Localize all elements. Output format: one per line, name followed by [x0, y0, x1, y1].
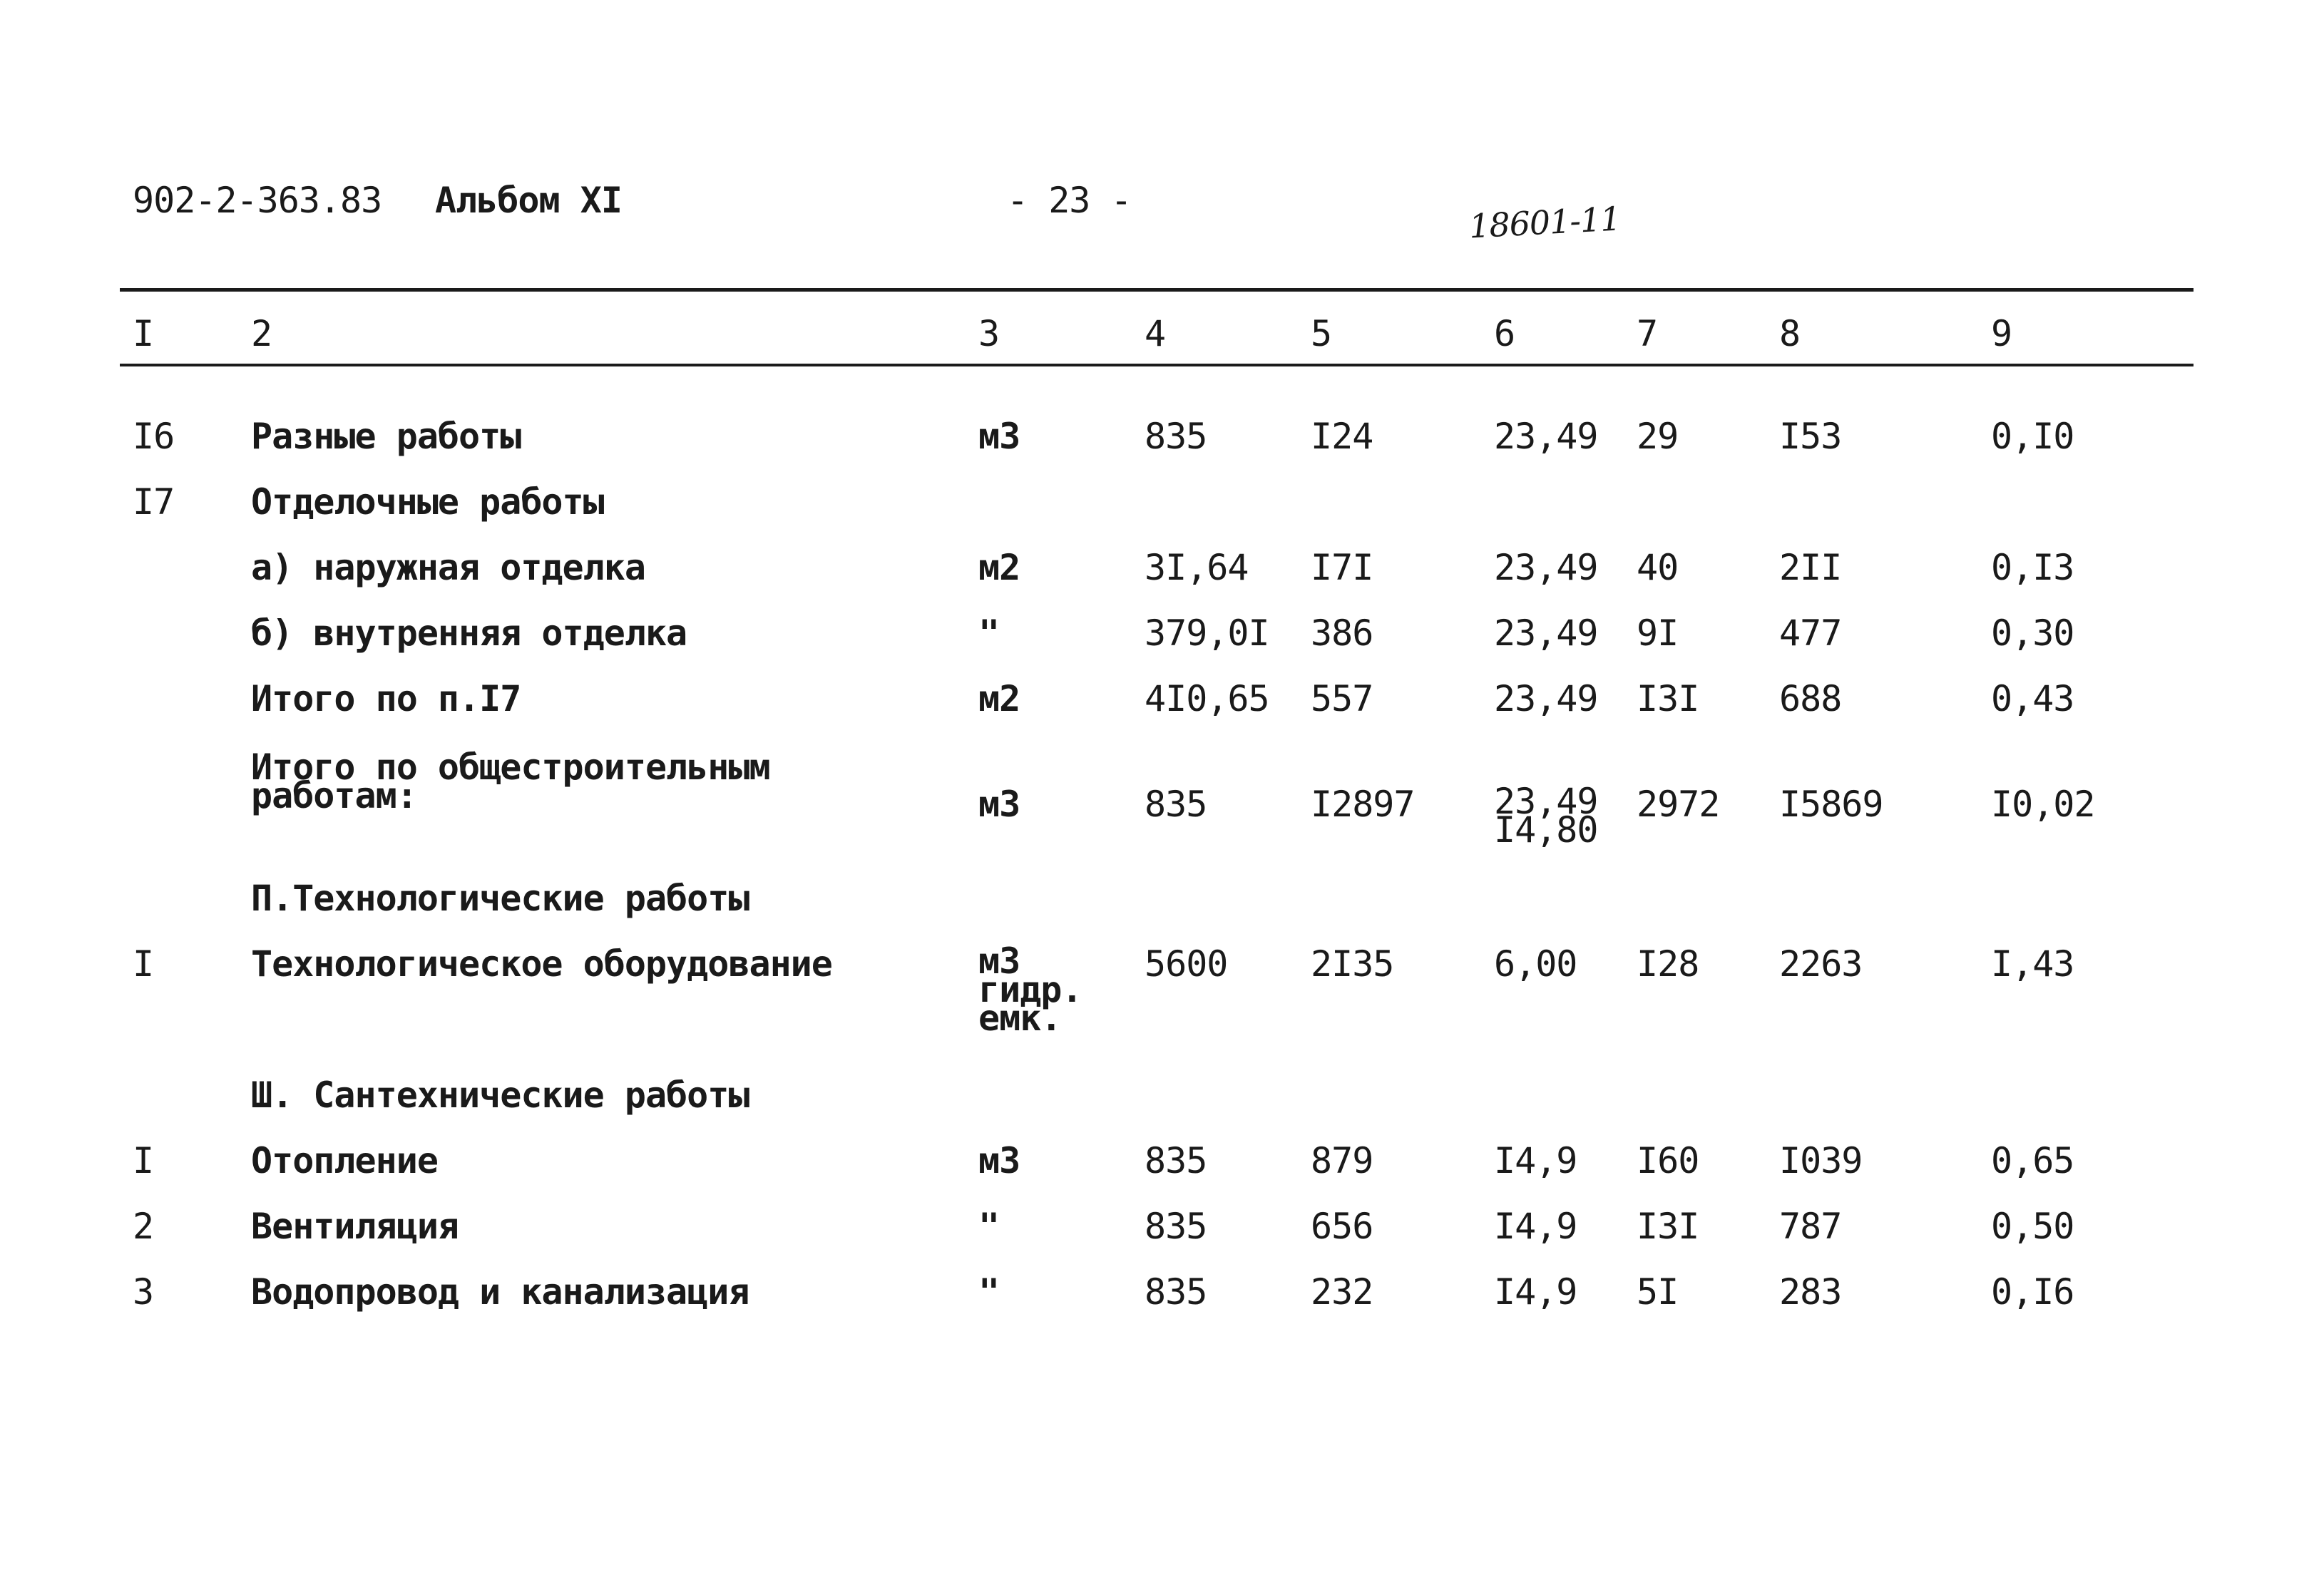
row-col8: I5869 — [1779, 784, 1883, 825]
row-col4: 835 — [1145, 1271, 1207, 1313]
row-col7: 29 — [1637, 416, 1679, 457]
row-number: I6 — [133, 416, 175, 457]
row-col9: I0,02 — [1991, 784, 2095, 825]
row-col4: 5600 — [1145, 943, 1228, 985]
row-unit: м3 — [978, 784, 1020, 825]
row-name: Технологическое оборудование — [251, 943, 832, 985]
row-col5: 232 — [1311, 1271, 1373, 1313]
row-col7: 40 — [1637, 547, 1679, 588]
row-col7: I60 — [1637, 1140, 1699, 1181]
row-col9: 0,65 — [1991, 1140, 2074, 1181]
row-col5: 2I35 — [1311, 943, 1394, 985]
row-col6: I4,9 — [1494, 1206, 1577, 1247]
row-col5: 879 — [1311, 1140, 1373, 1181]
row-name: Отопление — [251, 1140, 438, 1181]
album-label: Альбом XI — [435, 180, 622, 221]
row-name: Водопровод и канализация — [251, 1271, 749, 1313]
row-name: б) внутренняя отделка — [251, 612, 687, 654]
row-col5: I2897 — [1311, 784, 1415, 825]
row-col7: 9I — [1637, 612, 1679, 654]
row-name: Итого по п.I7 — [251, 678, 521, 719]
row-col8: I53 — [1779, 416, 1842, 457]
row-unit: м3 — [978, 1140, 1020, 1181]
row-col5: 386 — [1311, 612, 1373, 654]
row-col7: I28 — [1637, 943, 1699, 985]
row-number: I7 — [133, 481, 175, 523]
row-unit: м3 гидр. емк. — [978, 940, 1082, 1039]
row-col4: 379,0I — [1145, 612, 1269, 654]
row-col9: 0,I6 — [1991, 1271, 2074, 1313]
row-col9: 0,50 — [1991, 1206, 2074, 1247]
row-col6: 23,49 — [1494, 416, 1598, 457]
row-name: Разные работы — [251, 416, 521, 457]
row-col7: I3I — [1637, 1206, 1699, 1247]
column-header: 6 — [1494, 313, 1515, 354]
row-col6: 6,00 — [1494, 943, 1577, 985]
row-col4: 835 — [1145, 784, 1207, 825]
section-title: Ш. Сантехнические работы — [251, 1074, 749, 1116]
row-number: I — [133, 943, 154, 985]
row-col7: 2972 — [1637, 784, 1720, 825]
handwritten-number: 18601-11 — [1468, 199, 1622, 246]
column-header: I — [133, 313, 154, 354]
row-number: I — [133, 1140, 154, 1181]
row-col5: I24 — [1311, 416, 1373, 457]
row-name: Итого по общестроительным работам: — [251, 747, 770, 816]
row-col7: 5I — [1637, 1271, 1679, 1313]
row-unit: м2 — [978, 547, 1020, 588]
row-col8: 688 — [1779, 678, 1842, 719]
row-col8: 787 — [1779, 1206, 1842, 1247]
column-header: 9 — [1991, 313, 2012, 354]
row-name: Вентиляция — [251, 1206, 459, 1247]
page-number: - 23 - — [1007, 180, 1132, 221]
row-unit: м2 — [978, 678, 1020, 719]
row-col6: I4,9 — [1494, 1140, 1577, 1181]
section-title: П.Технологические работы — [251, 878, 749, 919]
row-unit: " — [978, 1206, 1000, 1247]
row-col6: 23,49 — [1494, 547, 1598, 588]
row-number: 2 — [133, 1206, 154, 1247]
row-col8: 2263 — [1779, 943, 1863, 985]
row-unit: м3 — [978, 416, 1020, 457]
column-header: 8 — [1779, 313, 1801, 354]
row-col6: I4,9 — [1494, 1271, 1577, 1313]
row-unit: " — [978, 612, 1000, 654]
row-col8: 477 — [1779, 612, 1842, 654]
row-col5: 656 — [1311, 1206, 1373, 1247]
row-col9: 0,I0 — [1991, 416, 2074, 457]
row-unit: " — [978, 1271, 1000, 1313]
column-header: 4 — [1145, 313, 1166, 354]
column-header: 5 — [1311, 313, 1332, 354]
row-col4: 835 — [1145, 1206, 1207, 1247]
document-code: 902-2-363.83 — [133, 180, 382, 221]
column-header: 2 — [251, 313, 272, 354]
row-col9: 0,43 — [1991, 678, 2074, 719]
row-col4: 4I0,65 — [1145, 678, 1269, 719]
row-col6: 23,49 I4,80 — [1494, 781, 1598, 851]
row-col4: 3I,64 — [1145, 547, 1249, 588]
row-col4: 835 — [1145, 1140, 1207, 1181]
row-col8: 2II — [1779, 547, 1842, 588]
row-col5: I7I — [1311, 547, 1373, 588]
row-name: Отделочные работы — [251, 481, 604, 523]
row-name: а) наружная отделка — [251, 547, 645, 588]
row-col8: I039 — [1779, 1140, 1863, 1181]
column-header: 3 — [978, 313, 1000, 354]
row-col9: I,43 — [1991, 943, 2074, 985]
row-col9: 0,I3 — [1991, 547, 2074, 588]
row-col6: 23,49 — [1494, 678, 1598, 719]
row-col5: 557 — [1311, 678, 1373, 719]
row-number: 3 — [133, 1271, 154, 1313]
row-col4: 835 — [1145, 416, 1207, 457]
row-col7: I3I — [1637, 678, 1699, 719]
row-col8: 283 — [1779, 1271, 1842, 1313]
column-header: 7 — [1637, 313, 1658, 354]
row-col6: 23,49 — [1494, 612, 1598, 654]
row-col9: 0,30 — [1991, 612, 2074, 654]
